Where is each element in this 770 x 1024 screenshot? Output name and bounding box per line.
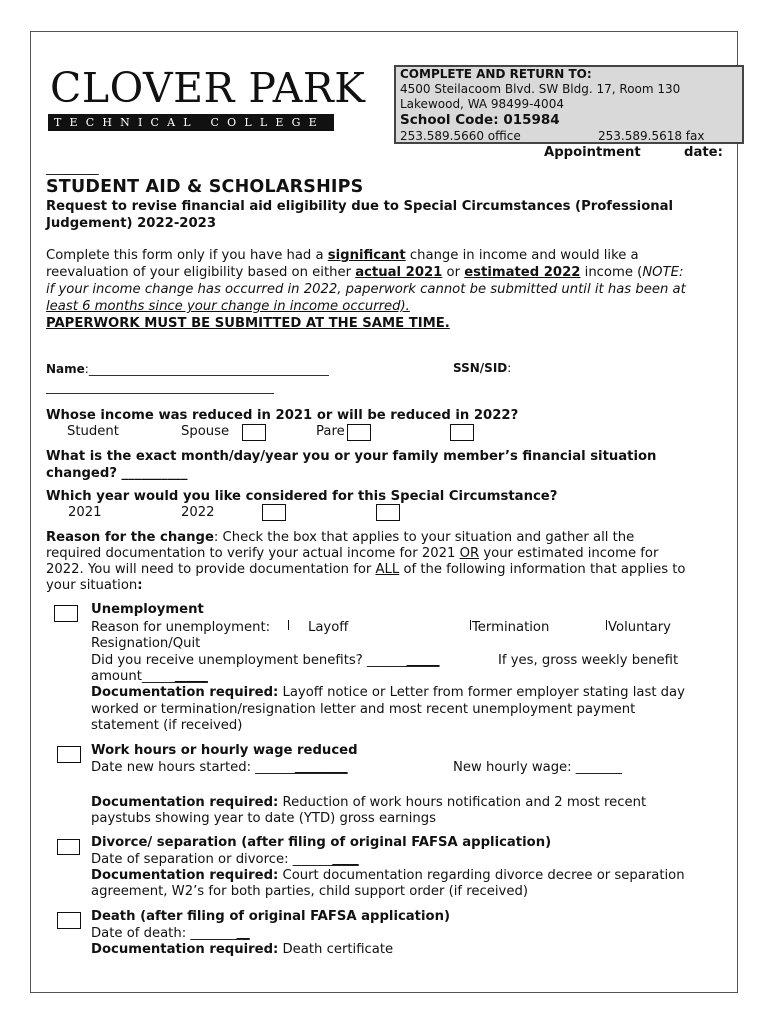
unemployment-checkbox[interactable] <box>54 605 78 622</box>
appointment-date-blank[interactable]: ________ <box>46 161 99 176</box>
voluntary-check-mark[interactable] <box>606 620 607 630</box>
office-phone: 253.589.5660 office <box>400 129 521 143</box>
divorce-documentation-line2: agreement, W2’s for both parties, child support order (if received) <box>91 884 528 899</box>
form-subtitle-line2: Judgement) 2022-2023 <box>46 216 216 231</box>
ssn-field[interactable]: SSN/SID: <box>453 361 512 375</box>
intro-line4: least 6 months since your change in income occurred). <box>46 299 410 314</box>
work-hours-documentation-line2: paystubs showing year to date (YTD) gross earnings <box>91 811 436 826</box>
intro-line1: Complete this form only if you have had a significant change in income and would like a <box>46 248 639 263</box>
option-voluntary: Voluntary <box>608 620 671 635</box>
question-date-changed-line2[interactable]: changed? __________ <box>46 466 188 481</box>
weekly-benefit-label: If yes, gross weekly benefit <box>498 653 679 668</box>
work-hours-documentation-line1: Documentation required: Reduction of work hours notification and 2 most recent <box>91 795 647 810</box>
unemployment-documentation-line1: Documentation required: Layoff notice or Letter from former employer stating last day <box>91 685 685 700</box>
fax-number: 253.589.5618 fax <box>598 129 705 143</box>
death-title: Death (after filing of original FAFSA application) <box>91 909 450 924</box>
unemployment-documentation-line3: statement (if received) <box>91 718 243 733</box>
divorce-documentation-line1: Documentation required: Court documentation regarding divorce decree or separation <box>91 868 685 883</box>
question-which-year: Which year would you like considered for this Special Circumstance? <box>46 489 558 504</box>
termination-check-mark[interactable] <box>470 620 471 630</box>
option-termination: Termination <box>472 620 550 635</box>
benefit-amount-field[interactable]: amount__________ <box>91 669 208 684</box>
college-logo-name: CLOVER PARK <box>50 64 366 112</box>
reason-line2: required documentation to verify your actual income for 2021 OR your estimated income for <box>46 546 659 561</box>
page-title: STUDENT AID & SCHOLARSHIPS <box>46 177 364 197</box>
death-checkbox[interactable] <box>57 912 81 929</box>
reason-line3: 2022. You will need to provide documentation for ALL of the following information that applies to <box>46 562 686 577</box>
death-documentation: Documentation required: Death certificate <box>91 942 394 957</box>
intro-line3: if your income change has occurred in 2022, paperwork cannot be submitted until it has been at <box>46 282 686 297</box>
name-field-continued[interactable]: ______________________________________ <box>46 380 274 394</box>
new-hours-date-field[interactable]: Date new hours started: ______________ <box>91 760 348 775</box>
return-address-box <box>394 65 744 144</box>
reason-line1: Reason for the change: Check the box that applies to your situation and gather all the <box>46 530 635 545</box>
option-resignation: Resignation/Quit <box>91 636 201 651</box>
work-hours-checkbox[interactable] <box>57 746 81 763</box>
unemployment-title: Unemployment <box>91 602 204 617</box>
intro-line2: reevaluation of your eligibility based on either actual 2021 or estimated 2022 income (NOTE: <box>46 265 684 280</box>
spouse-checkbox[interactable] <box>242 424 266 441</box>
option-2022: 2022 <box>181 505 215 520</box>
return-address-line1: 4500 Steilacoom Blvd. SW Bldg. 17, Room 130 <box>400 82 681 96</box>
return-address-line2: Lakewood, WA 98499-4004 <box>400 97 564 111</box>
year-2021-checkbox[interactable] <box>262 504 286 521</box>
option-parent: Pare <box>316 424 345 439</box>
year-2022-checkbox[interactable] <box>376 504 400 521</box>
unemployment-reason-label: Reason for unemployment: <box>91 620 271 635</box>
divorce-checkbox[interactable] <box>57 839 80 855</box>
parent-checkbox[interactable] <box>347 424 371 441</box>
unemployment-documentation-line2: worked or termination/resignation letter and most recent unemployment payment <box>91 702 636 717</box>
reason-line4: your situation: <box>46 578 143 593</box>
school-code: School Code: 015984 <box>400 112 560 128</box>
new-hourly-wage-field[interactable]: New hourly wage: _______ <box>453 760 622 775</box>
name-field[interactable]: Name:________________________________________ <box>46 362 329 376</box>
form-subtitle-line1: Request to revise financial aid eligibility due to Special Circumstances (Professional <box>46 199 674 214</box>
work-hours-title: Work hours or hourly wage reduced <box>91 743 358 758</box>
other-checkbox[interactable] <box>450 424 474 441</box>
benefits-question[interactable]: Did you receive unemployment benefits? ___________ <box>91 653 440 668</box>
appointment-date-label: date: <box>684 145 723 160</box>
appointment-label: Appointment <box>544 145 641 160</box>
option-layoff: Layoff <box>308 620 349 635</box>
divorce-title: Divorce/ separation (after filing of original FAFSA application) <box>91 835 552 850</box>
option-2021: 2021 <box>68 505 102 520</box>
college-logo-subtitle: TECHNICAL COLLEGE <box>48 114 334 131</box>
option-spouse: Spouse <box>181 424 230 439</box>
death-date-field[interactable]: Date of death: _________ <box>91 926 250 941</box>
separation-date-field[interactable]: Date of separation or divorce: __________ <box>91 852 359 867</box>
return-heading: COMPLETE AND RETURN TO: <box>400 67 592 81</box>
option-student: Student <box>67 424 119 439</box>
intro-paperwork-notice: PAPERWORK MUST BE SUBMITTED AT THE SAME TIME. <box>46 316 450 331</box>
question-whose-income: Whose income was reduced in 2021 or will be reduced in 2022? <box>46 408 519 423</box>
layoff-check-mark[interactable] <box>288 620 289 630</box>
question-date-changed-line1: What is the exact month/day/year you or your family member’s financial situation <box>46 449 657 464</box>
